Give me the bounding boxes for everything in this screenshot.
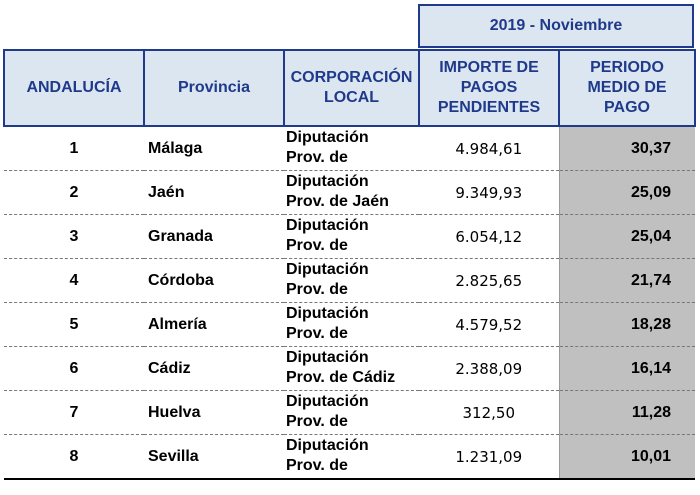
corporation-cell [284,171,419,215]
province-cell: Huelva [144,391,284,435]
amount-cell: 4.984,61 [419,126,559,171]
amount-cell: 1.231,09 [419,435,559,480]
corporation-line-2: Prov. de Cádiz [286,368,396,386]
rank-cell: 6 [4,347,144,391]
corporation-line-2: Prov. de [286,148,348,166]
rank-cell: 4 [4,259,144,303]
corporation-cell [284,259,419,303]
table-row [4,259,695,303]
corporation-cell [284,347,419,391]
corporation-line-1: Diputación [286,304,369,322]
header-andalucia: ANDALUCÍA [4,50,144,126]
pmp-cell: 16,14 [559,347,695,391]
amount-cell: 9.349,93 [419,171,559,215]
pmp-cell: 11,28 [559,391,695,435]
corporation-line-1: Diputación [286,348,369,366]
pmp-cell: 10,01 [559,435,695,480]
province-cell: Sevilla [144,435,284,480]
header-corporacion-local: CORPORACIÓN LOCAL [284,50,419,126]
amount-cell: 2.388,09 [419,347,559,391]
table-row [4,391,695,435]
table-row [4,347,695,391]
province-cell: Córdoba [144,259,284,303]
amount-cell: 312,50 [419,391,559,435]
corporation-cell [284,303,419,347]
corporation-line-2: Prov. de [286,324,348,342]
table-row [4,126,695,171]
corporation-line-2: Prov. de [286,236,348,254]
rank-cell: 5 [4,303,144,347]
corporation-cell [284,435,419,480]
province-cell: Jaén [144,171,284,215]
corporation-cell [284,126,419,171]
rank-cell: 3 [4,215,144,259]
table-row [4,215,695,259]
header-provincia: Provincia [144,50,284,126]
amount-cell: 2.825,65 [419,259,559,303]
corporation-line-1: Diputación [286,436,369,454]
pmp-cell: 30,37 [559,126,695,171]
corporation-line-2: Prov. de [286,280,348,298]
rank-cell: 7 [4,391,144,435]
amount-cell: 4.579,52 [419,303,559,347]
table-row [4,435,695,480]
pmp-cell: 25,09 [559,171,695,215]
rank-cell: 2 [4,171,144,215]
amount-cell: 6.054,12 [419,215,559,259]
table-row [4,303,695,347]
pmp-cell: 18,28 [559,303,695,347]
province-cell: Cádiz [144,347,284,391]
corporation-line-2: Prov. de Jaén [286,192,389,210]
pmp-cell: 21,74 [559,259,695,303]
corporation-line-1: Diputación [286,172,369,190]
header-row [4,50,695,126]
rank-cell: 1 [4,126,144,171]
pmp-cell: 25,04 [559,215,695,259]
header-importe-pagos-pendientes: IMPORTE DE PAGOS PENDIENTES [419,50,559,126]
corporation-line-2: Prov. de [286,412,348,430]
rank-cell: 8 [4,435,144,480]
corporation-line-1: Diputación [286,260,369,278]
province-cell: Málaga [144,126,284,171]
corporation-line-2: Prov. de [286,456,348,474]
table-row [4,171,695,215]
corporation-cell [284,391,419,435]
period-header: 2019 - Noviembre [418,4,694,48]
corporation-cell [284,215,419,259]
corporation-line-1: Diputación [286,128,369,146]
corporation-line-1: Diputación [286,216,369,234]
payment-period-table [3,49,696,480]
header-periodo-medio-pago: PERIODO MEDIO DE PAGO [559,50,695,126]
province-cell: Granada [144,215,284,259]
province-cell: Almería [144,303,284,347]
corporation-line-1: Diputación [286,392,369,410]
